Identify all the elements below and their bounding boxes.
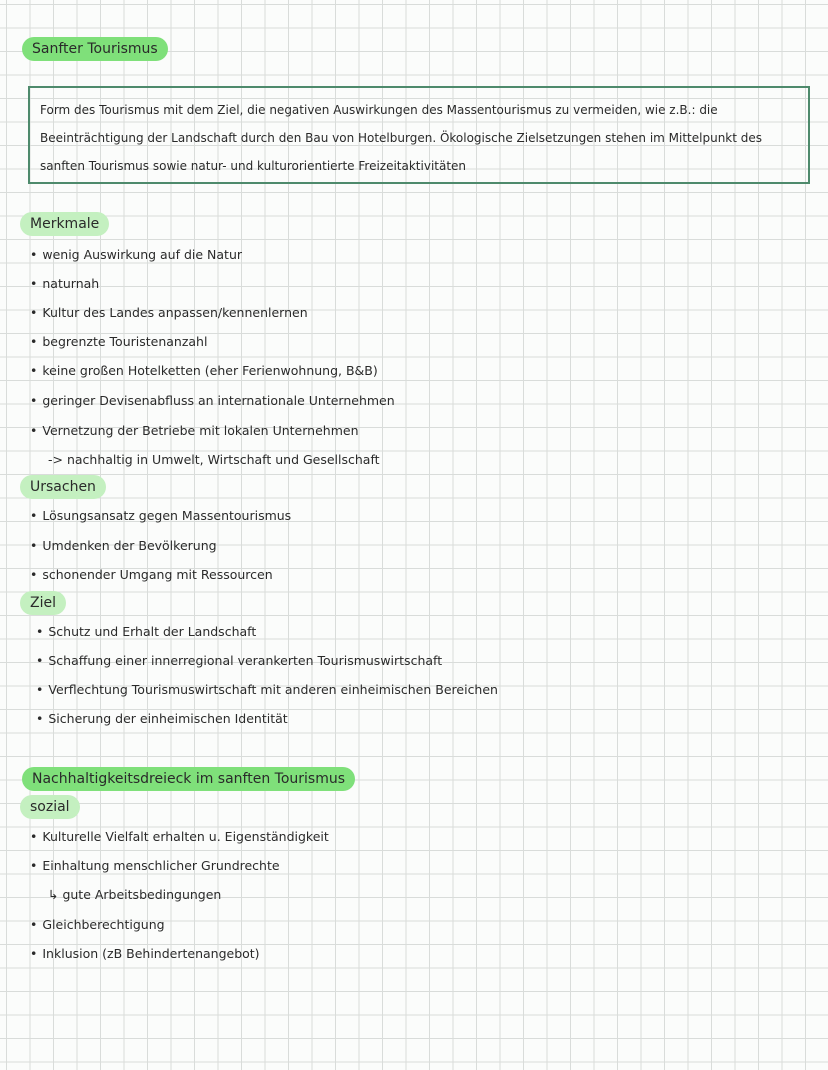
heading-sozial: sozial <box>20 795 80 819</box>
page-title: Sanfter Tourismus <box>22 37 168 61</box>
list-item: • Vernetzung der Betriebe mit lokalen Unternehmen <box>30 420 359 442</box>
list-item: • Schaffung einer innerregional verankerten Tourismuswirtschaft <box>36 650 442 672</box>
list-item: • Gleichberechtigung <box>30 914 165 936</box>
list-item: • Schutz und Erhalt der Landschaft <box>36 621 256 643</box>
merkmale-conclusion: -> nachhaltig in Umwelt, Wirtschaft und Gesellschaft <box>48 452 380 467</box>
list-item: • Kulturelle Vielfalt erhalten u. Eigenständigkeit <box>30 826 329 848</box>
list-item: • keine großen Hotelketten (eher Ferienwohnung, B&B) <box>30 360 378 382</box>
list-item: • Sicherung der einheimischen Identität <box>36 708 288 730</box>
sub-item: ↳ gute Arbeitsbedingungen <box>48 887 222 902</box>
heading-nachhaltigkeitsdreieck: Nachhaltigkeitsdreieck im sanften Tourismus <box>22 767 355 791</box>
list-item: • Kultur des Landes anpassen/kennenlernen <box>30 302 308 324</box>
list-item: • schonender Umgang mit Ressourcen <box>30 564 273 586</box>
list-item: • Lösungsansatz gegen Massentourismus <box>30 505 291 527</box>
definition-box <box>28 86 810 184</box>
list-item: • Einhaltung menschlicher Grundrechte <box>30 855 280 877</box>
heading-merkmale: Merkmale <box>20 212 109 236</box>
list-item: • begrenzte Touristenanzahl <box>30 331 207 353</box>
list-item: • Inklusion (zB Behindertenangebot) <box>30 943 260 965</box>
heading-ziel: Ziel <box>20 591 66 615</box>
heading-ursachen: Ursachen <box>20 475 106 499</box>
list-item: • naturnah <box>30 273 99 295</box>
list-item: • geringer Devisenabfluss an internationale Unternehmen <box>30 390 395 412</box>
list-item: • Verflechtung Tourismuswirtschaft mit anderen einheimischen Bereichen <box>36 679 498 701</box>
list-item: • Umdenken der Bevölkerung <box>30 535 217 557</box>
definition-text: Form des Tourismus mit dem Ziel, die negativen Auswirkungen des Massentourismus zu vermeiden, wie z.B.: die Beeinträchtigung der Landschaft durch den Bau von Hotelburgen. Ökologische Zielsetzungen stehen im Mittelpunkt des sanften Tourismus sowie natur- und kulturorientierte Freizeitaktivitäten <box>40 103 763 173</box>
list-item: • wenig Auswirkung auf die Natur <box>30 244 242 266</box>
